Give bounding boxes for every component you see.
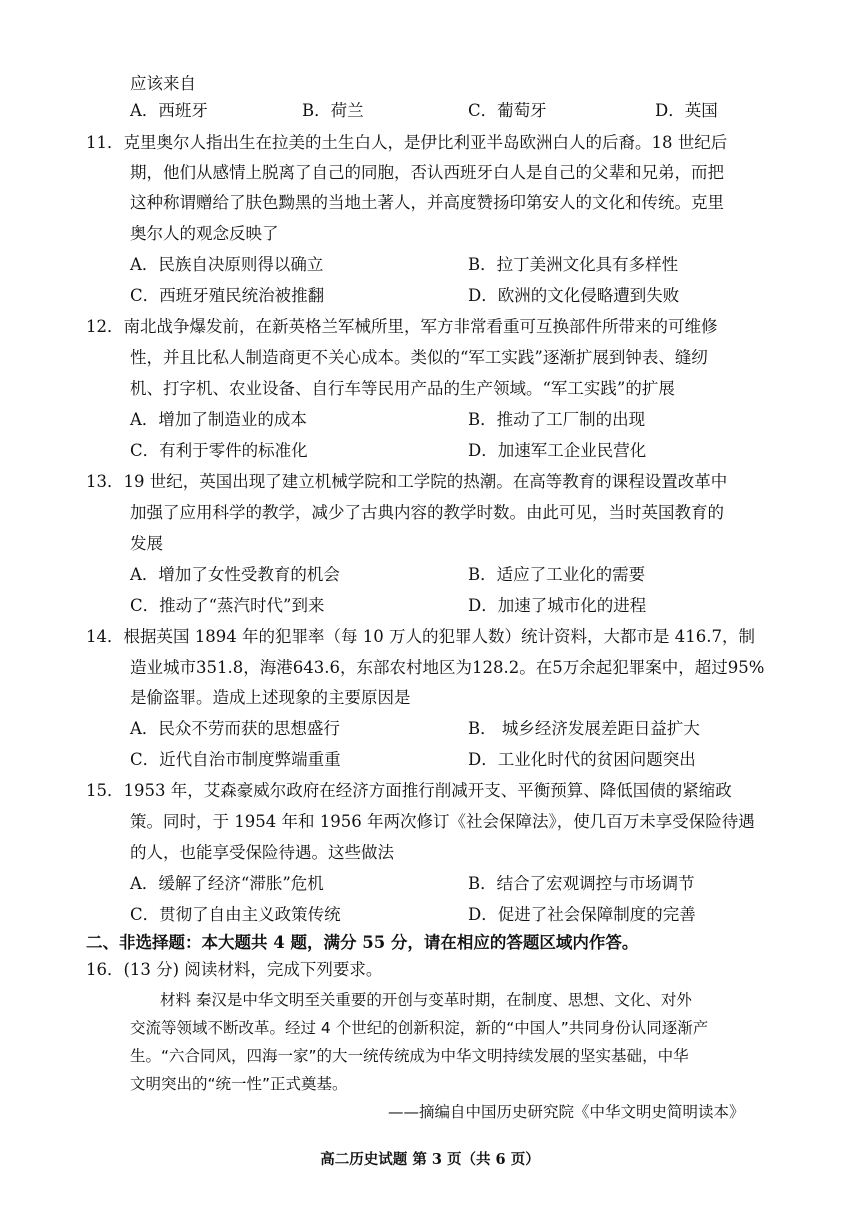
material-source: ——摘编自中国历史研究院《中华文明史简明读本》 [388, 1103, 745, 1121]
material-line4: 文明突出的“统一性”正式奠基。 [130, 1075, 348, 1093]
q10-option-b: B．荷兰 [302, 101, 364, 120]
q10-option-a: A．西班牙 [130, 101, 208, 120]
q11-option-d: D．欧洲的文化侵略遭到失败 [468, 286, 680, 305]
q12-stem-line1: 12．南北战争爆发前，在新英格兰军械所里，军方非常看重可互换部件所带来的可维修 [86, 317, 718, 336]
q12-option-a: A．增加了制造业的成本 [130, 410, 307, 429]
q15-stem-line2: 策。同时，于 1954 年和 1956 年两次修订《社会保障法》，使几百万未享受保险待遇 [130, 812, 755, 831]
q15-option-c: C．贯彻了自由主义政策传统 [130, 905, 341, 924]
q12-option-b: B．推动了工厂制的出现 [468, 410, 646, 429]
q13-option-d: D．加速了城市化的进程 [468, 596, 647, 615]
q13-option-a: A．增加了女性受教育的机会 [130, 565, 340, 584]
q14-stem-line2: 造业城市351.8，海港643.6，东部农村地区为128.2。在5万余起犯罪案中，超过95% [130, 658, 765, 677]
q14-option-d: D．工业化时代的贫困问题突出 [468, 750, 696, 769]
q12-option-d: D．加速军工企业民营化 [468, 441, 647, 460]
material-line3: 生。“六合同风，四海一家”的大一统传统成为中华文明持续发展的坚实基础，中华 [130, 1047, 689, 1065]
q12-option-c: C．有利于零件的标准化 [130, 441, 308, 460]
q14-stem-line1: 14．根据英国 1894 年的犯罪率（每 10 万人的犯罪人数）统计资料，大都市是 416.7，制 [86, 627, 755, 646]
q11-option-b: B．拉丁美洲文化具有多样性 [468, 255, 679, 274]
q15-option-d: D．促进了社会保障制度的完善 [468, 905, 696, 924]
q13-option-c: C．推动了“蒸汽时代”到来 [130, 596, 325, 615]
q16-heading: 16．(13 分) 阅读材料，完成下列要求。 [86, 960, 383, 979]
q14-option-a: A．民众不劳而获的思想盛行 [130, 719, 340, 738]
q15-option-a: A．缓解了经济“滞胀”危机 [130, 874, 324, 893]
q10-stem-end: 应该来自 [130, 74, 196, 93]
q14-option-b: B． 城乡经济发展差距日益扩大 [468, 719, 700, 738]
q10-option-d: D．英国 [655, 101, 718, 120]
q14-option-c: C．近代自治市制度弊端重重 [130, 750, 341, 769]
q13-stem-line1: 13．19 世纪，英国出现了建立机械学院和工学院的热潮。在高等教育的课程设置改革中 [86, 472, 728, 491]
q13-stem-line2: 加强了应用科学的教学，减少了古典内容的教学时数。由此可见，当时英国教育的 [130, 503, 724, 522]
q12-stem-line3: 机、打字机、农业设备、自行车等民用产品的生产领域。“军工实践”的扩展 [130, 379, 675, 398]
q13-stem-line3: 发展 [130, 534, 163, 553]
material-line2: 交流等领域不断改革。经过 4 个世纪的创新积淀，新的“中国人”共同身份认同逐渐产 [130, 1019, 709, 1037]
q15-option-b: B．结合了宏观调控与市场调节 [468, 874, 695, 893]
q14-stem-line3: 是偷盗罪。造成上述现象的主要原因是 [130, 688, 411, 707]
material-line1: 材料 秦汉是中华文明至关重要的开创与变革时期，在制度、思想、文化、对外 [160, 991, 692, 1009]
q15-stem-line1: 15．1953 年，艾森豪威尔政府在经济方面推行削减开支、平衡预算、降低国债的紧缩政 [86, 781, 732, 800]
q13-option-b: B．适应了工业化的需要 [468, 565, 646, 584]
q11-stem-line1: 11．克里奥尔人指出生在拉美的土生白人，是伊比利亚半岛欧洲白人的后裔。18 世纪后 [86, 133, 728, 152]
section-two-heading: 二、非选择题：本大题共 4 题，满分 55 分，请在相应的答题区域内作答。 [86, 933, 639, 952]
q12-stem-line2: 性，并且比私人制造商更不关心成本。类似的“军工实践”逐渐扩展到钟表、缝纫 [130, 348, 708, 367]
page-footer: 高二历史试题 第 3 页（共 6 页） [320, 1151, 540, 1168]
q11-option-a: A．民族自决原则得以确立 [130, 255, 324, 274]
q15-stem-line3: 的人，也能享受保险待遇。这些做法 [130, 843, 394, 862]
q11-stem-line4: 奥尔人的观念反映了 [130, 224, 279, 243]
q11-option-c: C．西班牙殖民统治被推翻 [130, 286, 325, 305]
q11-stem-line2: 期，他们从感情上脱离了自己的同胞，否认西班牙白人是自己的父辈和兄弟，而把 [130, 163, 724, 182]
q11-stem-line3: 这种称谓赠给了肤色黝黑的当地土著人，并高度赞扬印第安人的文化和传统。克里 [130, 193, 724, 212]
q10-option-c: C．葡萄牙 [468, 101, 547, 120]
